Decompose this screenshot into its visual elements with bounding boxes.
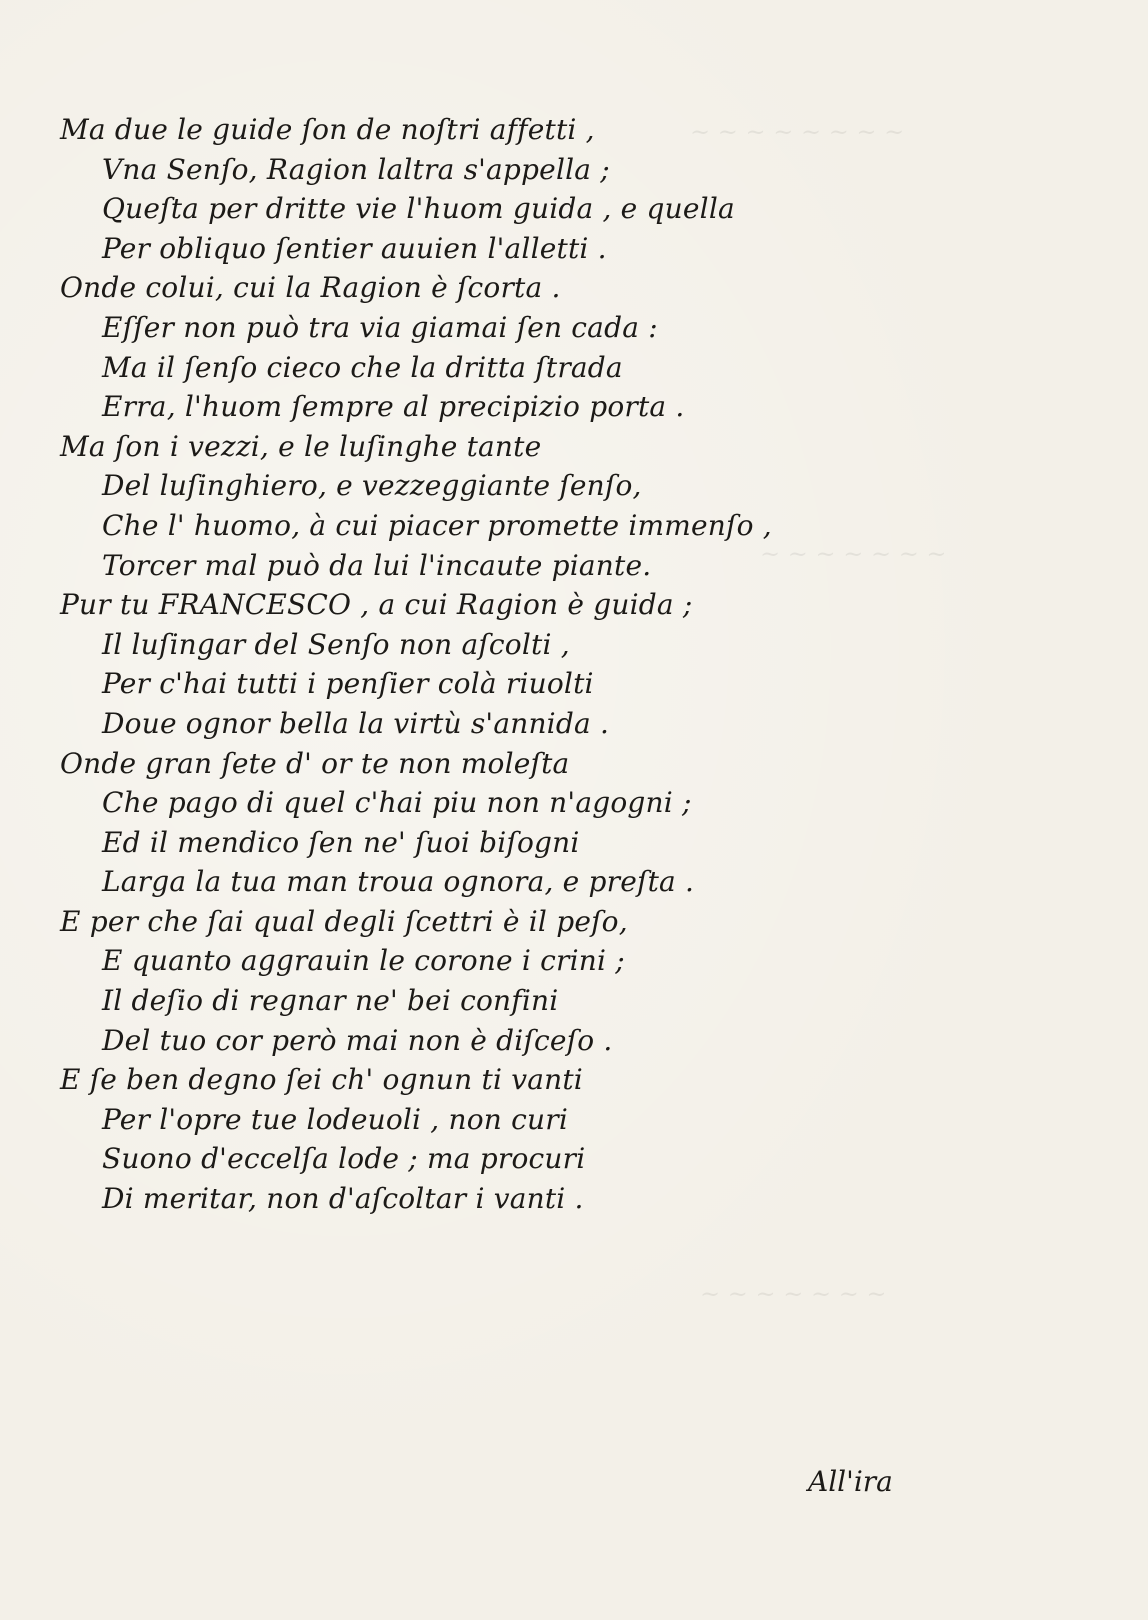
verse-line: Erra, l'huom ſempre al precipizio porta . xyxy=(102,390,685,424)
stanza xyxy=(60,1060,960,1218)
verse-line: E per che ſai qual degli ſcettri è il peſo, xyxy=(60,904,628,938)
verse-line: E ſe ben degno ſei ch' ognun ti vanti xyxy=(60,1063,583,1097)
verse-line: Vna Senſo, Ragion laltra s'appella ; xyxy=(102,152,610,186)
bleed-through-texture: ~ ~ ~ ~ ~ ~ ~ xyxy=(760,540,947,568)
verse-line: Per c'hai tutti i penſier colà riuolti xyxy=(102,667,594,701)
verse-line: Di meritar, non d'aſcoltar i vanti . xyxy=(102,1182,584,1216)
stanza xyxy=(60,110,960,268)
verse-line: Il deſio di regnar ne' bei confini xyxy=(102,984,559,1018)
bleed-through-texture: ~ ~ ~ ~ ~ ~ ~ xyxy=(700,1280,887,1308)
verse-line: Torcer mal può da lui l'incaute piante. xyxy=(102,548,652,582)
verse-line: Ma due le guide ſon de noſtri affetti , xyxy=(60,113,595,146)
verse-line: Pur tu FRANCESCO , a cui Ragion è guida ; xyxy=(60,588,693,622)
stanza xyxy=(60,268,960,426)
verse-line: Larga la tua man troua ognora, e preſta . xyxy=(102,865,695,899)
poem-text xyxy=(60,110,960,1219)
verse-line: Onde gran ſete d' or te non moleſta xyxy=(60,746,570,780)
verse-line: Che pago di quel c'hai piu non n'agogni ; xyxy=(102,786,692,820)
verse-line: Ed il mendico ſen ne' ſuoi biſogni xyxy=(102,825,580,859)
verse-line: Del tuo cor però mai non è diſceſo . xyxy=(102,1023,613,1057)
catchword: All'ira xyxy=(808,1465,893,1498)
verse-line: E quanto aggrauin le corone i crini ; xyxy=(102,944,625,978)
verse-line: Ma ſon i vezzi, e le luſinghe tante xyxy=(60,429,542,463)
verse-line: Per obliquo ſentier auuien l'alletti . xyxy=(102,231,607,265)
verse-line: Per l'opre tue lodeuoli , non curi xyxy=(102,1102,568,1136)
stanza xyxy=(60,585,960,743)
bleed-through-texture: ~ ~ ~ ~ ~ ~ ~ ~ xyxy=(690,118,905,146)
verse-line: Ma il ſenſo cieco che la dritta ſtrada xyxy=(102,350,623,384)
verse-line: Eſſer non può tra via giamai ſen cada : xyxy=(102,310,658,344)
verse-line: Doue ognor bella la virtù s'annida . xyxy=(102,706,610,740)
stanza xyxy=(60,744,960,902)
verse-line: Queſta per dritte vie l'huom guida , e quella xyxy=(102,192,735,226)
verse-line: Del luſinghiero, e vezzeggiante ſenſo, xyxy=(102,469,642,503)
verse-line: Onde colui, cui la Ragion è ſcorta . xyxy=(60,271,561,305)
stanza xyxy=(60,902,960,1060)
verse-line: Che l' huomo, à cui piacer promette immenſo , xyxy=(102,508,772,542)
stanza xyxy=(60,427,960,585)
verse-line: Il luſingar del Senſo non aſcolti , xyxy=(102,627,570,661)
verse-line: Suono d'eccelſa lode ; ma procuri xyxy=(102,1142,586,1176)
